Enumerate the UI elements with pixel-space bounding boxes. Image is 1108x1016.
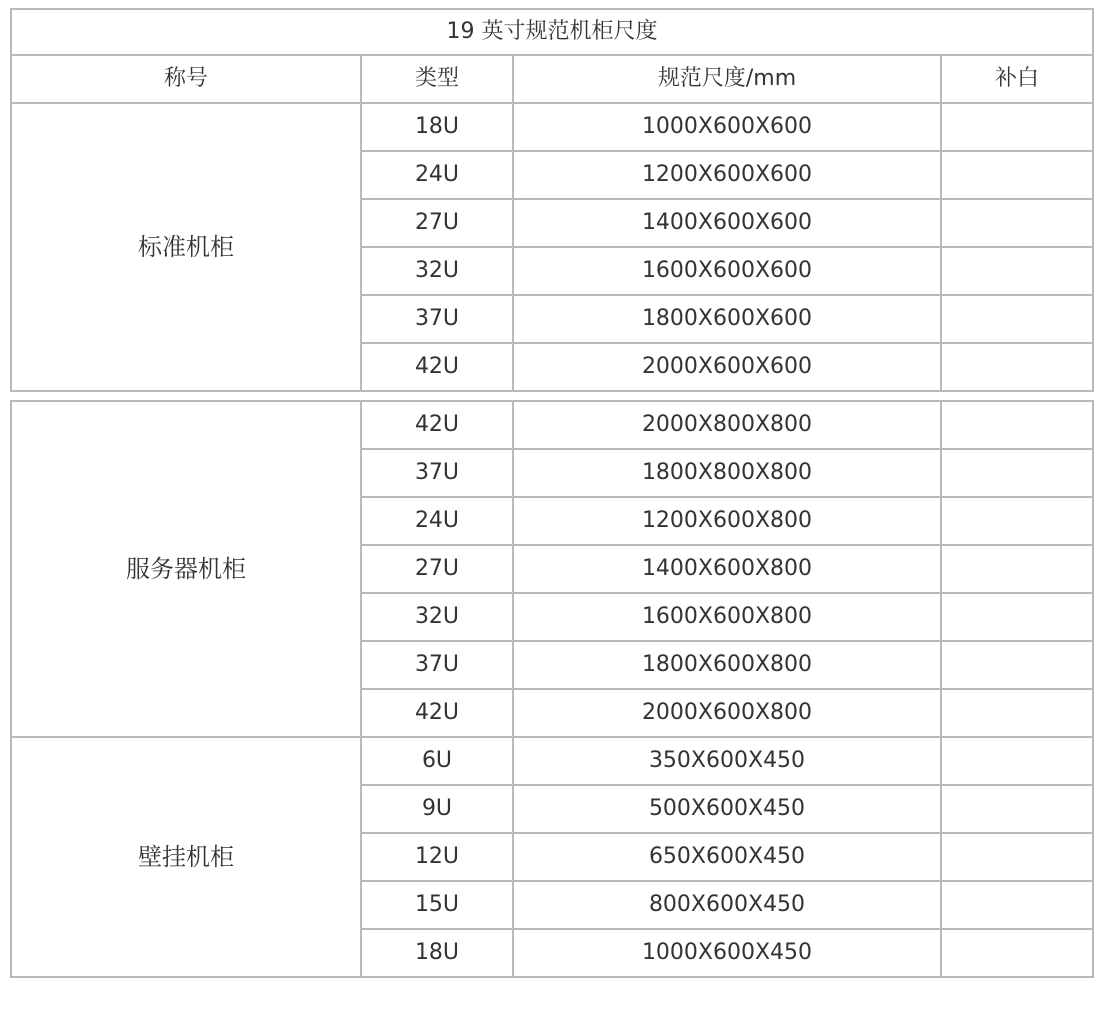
type-cell: 37U	[361, 295, 513, 343]
group-name-server: 服务器机柜	[11, 401, 361, 737]
type-cell: 18U	[361, 103, 513, 151]
type-cell: 18U	[361, 929, 513, 977]
note-cell	[941, 151, 1093, 199]
header-dimensions: 规范尺度/mm	[513, 55, 941, 103]
dimension-cell: 650X600X450	[513, 833, 941, 881]
type-cell: 37U	[361, 641, 513, 689]
table-header-row	[11, 55, 1093, 103]
note-cell	[941, 833, 1093, 881]
type-cell: 42U	[361, 689, 513, 737]
note-cell	[941, 295, 1093, 343]
table-row	[11, 401, 1093, 449]
dimension-cell: 1600X600X600	[513, 247, 941, 295]
type-cell: 12U	[361, 833, 513, 881]
type-cell: 37U	[361, 449, 513, 497]
dimension-cell: 800X600X450	[513, 881, 941, 929]
group-gap	[11, 391, 1093, 401]
header-name: 称号	[11, 55, 361, 103]
group-name-wall-mount: 壁挂机柜	[11, 737, 361, 977]
dimension-cell: 1800X600X600	[513, 295, 941, 343]
type-cell: 15U	[361, 881, 513, 929]
dimension-cell: 1000X600X600	[513, 103, 941, 151]
type-cell: 32U	[361, 593, 513, 641]
table-title-row	[11, 9, 1093, 55]
note-cell	[941, 881, 1093, 929]
dimension-cell: 500X600X450	[513, 785, 941, 833]
note-cell	[941, 247, 1093, 295]
type-cell: 24U	[361, 151, 513, 199]
note-cell	[941, 449, 1093, 497]
type-cell: 32U	[361, 247, 513, 295]
group-name-standard: 标准机柜	[11, 103, 361, 391]
note-cell	[941, 343, 1093, 391]
dimension-cell: 2000X600X600	[513, 343, 941, 391]
dimension-cell: 1400X600X800	[513, 545, 941, 593]
note-cell	[941, 103, 1093, 151]
type-cell: 24U	[361, 497, 513, 545]
dimension-cell: 350X600X450	[513, 737, 941, 785]
type-cell: 27U	[361, 545, 513, 593]
note-cell	[941, 593, 1093, 641]
dimension-cell: 1200X600X600	[513, 151, 941, 199]
header-type: 类型	[361, 55, 513, 103]
type-cell: 27U	[361, 199, 513, 247]
dimension-cell: 1000X600X450	[513, 929, 941, 977]
dimension-cell: 1800X600X800	[513, 641, 941, 689]
dimension-cell: 1400X600X600	[513, 199, 941, 247]
note-cell	[941, 689, 1093, 737]
note-cell	[941, 497, 1093, 545]
type-cell: 42U	[361, 401, 513, 449]
note-cell	[941, 737, 1093, 785]
note-cell	[941, 929, 1093, 977]
dimension-cell: 2000X800X800	[513, 401, 941, 449]
note-cell	[941, 545, 1093, 593]
dimension-cell: 1200X600X800	[513, 497, 941, 545]
note-cell	[941, 641, 1093, 689]
table-row	[11, 737, 1093, 785]
note-cell	[941, 401, 1093, 449]
header-notes: 补白	[941, 55, 1093, 103]
type-cell: 9U	[361, 785, 513, 833]
table-row	[11, 103, 1093, 151]
dimension-cell: 2000X600X800	[513, 689, 941, 737]
dimension-cell: 1600X600X800	[513, 593, 941, 641]
type-cell: 6U	[361, 737, 513, 785]
dimension-cell: 1800X800X800	[513, 449, 941, 497]
cabinet-size-table	[10, 8, 1094, 978]
type-cell: 42U	[361, 343, 513, 391]
note-cell	[941, 199, 1093, 247]
table-title: 19 英寸规范机柜尺度	[11, 9, 1093, 55]
note-cell	[941, 785, 1093, 833]
